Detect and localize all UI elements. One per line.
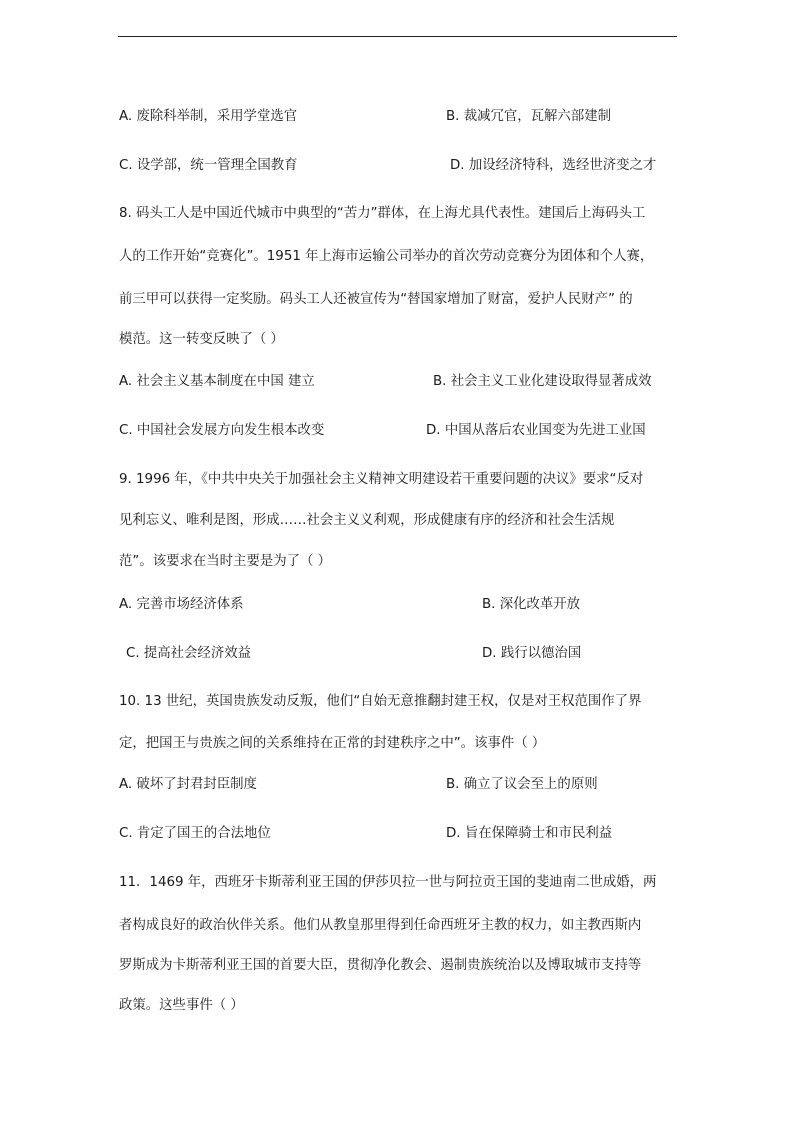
q9-option-d[interactable]: D. 践行以德治国 [482,646,582,661]
q7-option-c[interactable]: C. 设学部，统一管理全国教育 [119,158,298,173]
q9-option-b[interactable]: B. 深化改革开放 [482,597,581,612]
q11-stem-line-4: 政策。这些事件（ ） [119,998,244,1013]
q8-option-a[interactable]: A. 社会主义基本制度在中国 建立 [119,374,315,389]
q10-option-b[interactable]: B. 确立了议会至上的原则 [446,777,598,792]
q8-option-c[interactable]: C. 中国社会发展方向发生根本改变 [119,423,325,438]
q8-option-b[interactable]: B. 社会主义工业化建设取得显著成效 [433,374,652,389]
q8-stem-line-1: 8. 码头工人是中国近代城市中典型的“苦力”群体，在上海尤具代表性。建国后上海码头工 [119,206,646,221]
q9-stem-line-2: 见利忘义、唯利是图，形成……社会主义义利观，形成健康有序的经济和社会生活规 [119,513,615,528]
q8-stem-line-3: 前三甲可以获得一定奖励。码头工人还被宣传为“替国家增加了财富，爱护人民财产” 的 [119,292,633,307]
q11-stem-line-2: 者构成良好的政治伙伴关系。他们从教皇那里得到任命西班牙主教的权力，如主教西斯内 [119,918,642,933]
q8-stem-line-2: 人的工作开始“竞赛化”。1951 年上海市运输公司举办的首次劳动竞赛分为团体和个人赛， [119,249,654,264]
q7-option-a[interactable]: A. 废除科举制，采用学堂选官 [119,109,298,124]
q11-stem-line-1: 11．1469 年，西班牙卡斯蒂利亚王国的伊莎贝拉一世与阿拉贡王国的斐迪南二世成婚，两 [119,875,657,890]
q9-option-a[interactable]: A. 完善市场经济体系 [119,597,244,612]
q10-stem-line-1: 10. 13 世纪，英国贵族发动反叛，他们“自始无意推翻封建王权，仅是对王权范围作了界 [119,694,642,709]
q10-option-a[interactable]: A. 破坏了封君封臣制度 [119,777,257,792]
q10-option-d[interactable]: D. 旨在保障骑士和市民利益 [446,826,613,841]
q9-stem-line-3: 范”。该要求在当时主要是为了（ ） [119,554,332,569]
q7-option-b[interactable]: B. 裁减冗官，瓦解六部建制 [446,109,611,124]
q11-stem-line-3: 罗斯成为卡斯蒂利亚王国的首要大臣，贯彻净化教会、遏制贵族统治以及博取城市支持等 [119,958,642,973]
q8-option-d[interactable]: D. 中国从落后农业国变为先进工业国 [426,423,646,438]
q9-option-c[interactable]: C. 提高社会经济效益 [126,646,251,661]
q8-stem-line-4: 模范。这一转变反映了（ ） [119,332,284,347]
q10-stem-line-2: 定，把国王与贵族之间的关系维持在正常的封建秩序之中”。该事件（ ） [119,736,546,751]
q10-option-c[interactable]: C. 肯定了国王的合法地位 [119,826,271,841]
q9-stem-line-1: 9. 1996 年，《中共中央关于加强社会主义精神文明建设若干重要问题的决议》要求“反对 [119,472,644,487]
q7-option-d[interactable]: D. 加设经济特科，选经世济变之才 [450,158,657,173]
header-rule [118,36,677,37]
